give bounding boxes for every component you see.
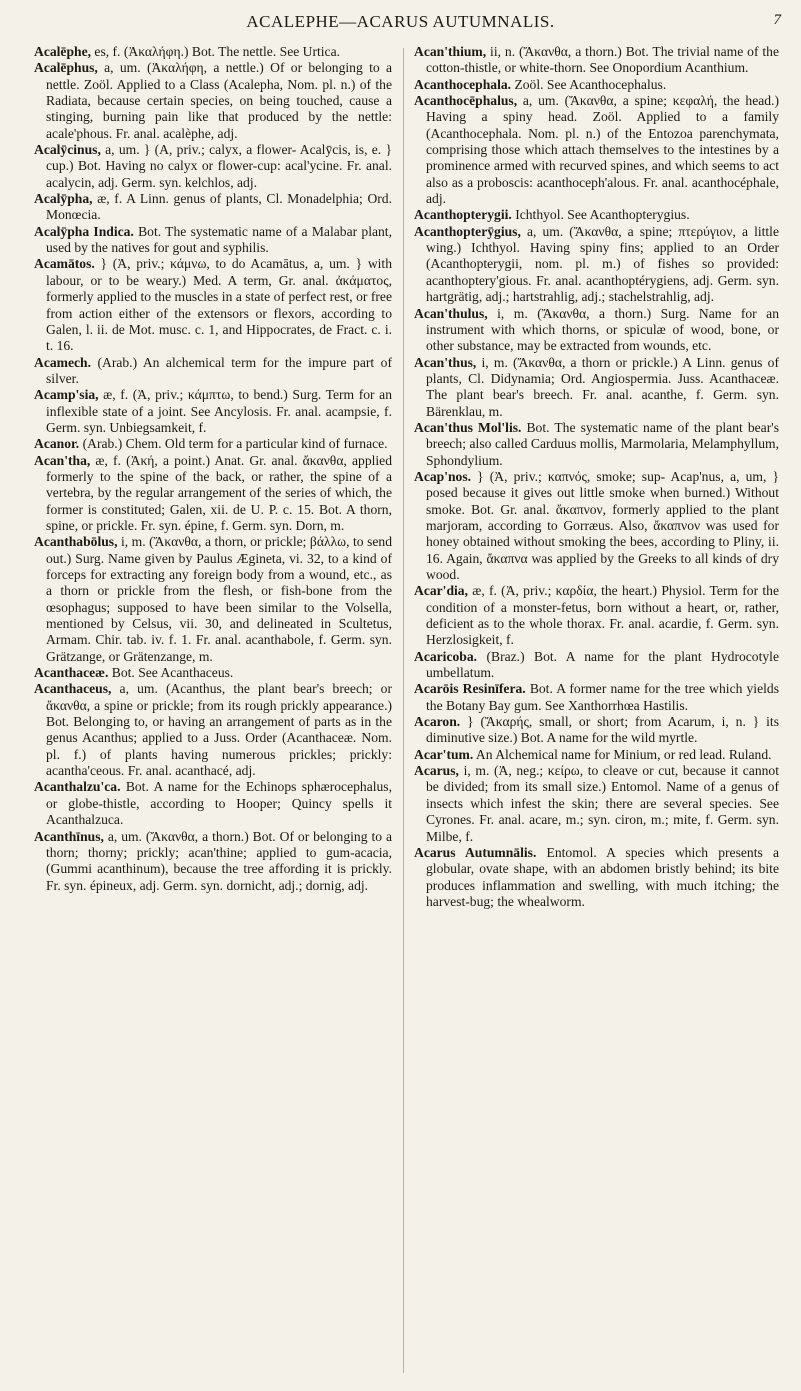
entry-headword: Acalȳpha Indica. <box>34 223 134 239</box>
entry-definition: æ, f. (Ἀ, priv.; καρδία, the heart.) Physiol. Term for the condition of a monster-fetus, born without a heart, or, rather, deficient as to the whole thorax. Fr. anal. acardie, f. Germ. syn. Herzlosigkeit, f. <box>426 583 779 648</box>
entry-definition: (Braz.) Bot. A name for the plant Hydrocotyle umbellatum. <box>426 648 779 681</box>
entry-headword: Acalȳpha, <box>34 191 93 207</box>
dictionary-entry <box>414 763 779 845</box>
entry-headword: Acarōis Resinīfera. <box>414 681 526 697</box>
dictionary-entry <box>34 256 392 354</box>
dictionary-entry <box>34 534 392 665</box>
entry-headword: Acanthalzu'ca. <box>34 779 121 795</box>
entry-definition: } (Ἀ, priv.; κάμνω, to do Acamātus, a, um. } with labour, or to be weary.) Med. A term, Gr. anal. ἀκάματος, formerly applied to the muscles in a state of perfect rest, or free from action either of the extensors or flexors, according to Galen, l. ii. de Mot. musc. c. 1, and Hippocrates, de Fract. c. i. t. 16. <box>46 256 392 354</box>
dictionary-entry <box>34 829 392 894</box>
entry-definition: a, um. (Ἄκανθα, a spine; κεφαλή, the head.) Having a spiny head. Zoöl. Applied to a family (Acanthocephala. Nom. pl. n.) of the Entozoa parenchymata, comprising those which attach themselves to the intestines by a prominence armed with recurved spines, and which seems to act also as a proboscis: acanthoceph'alous. Fr. anal. acanthocéphale, adj. <box>426 93 779 207</box>
entry-definition: ii, n. (Ἄκανθα, a thorn.) Bot. The trivial name of the cotton-thistle, or white-thorn. See Onopordium Acanthium. <box>426 44 779 76</box>
entry-headword: Acan'thulus, <box>414 305 488 321</box>
dictionary-entry <box>34 681 392 779</box>
entry-definition: i, m. (Ἄκανθα, a thorn, or prickle; βάλλω, to send out.) Surg. Name given by Paulus Ægineta, vi. 32, to a kind of forceps for extracting any foreign body from a wound, etc., as a thorn or prickle from the flesh, or fish-bone from the œsophagus; supposed to have been similar to the Volsella, mentioned by Celsus, vii. 30, and delineated in Scultetus, Armam. Chir. tab. iv. f. 1. Fr. anal. acanthabole, f. Germ. syn. Grätzange, or Grätenzange, m. <box>46 534 392 664</box>
entry-definition: a, um. } (A, priv.; calyx, a flower- Acalȳcis, is, e. } cup.) Bot. Having no calyx or flower-cup: acal'ycine. Fr. anal. acalycin, adj. Germ. syn. kelchlos, adj. <box>46 142 392 190</box>
running-head: ACALEPHE—ACARUS AUTUMNALIS. <box>246 12 555 31</box>
entry-definition: } (Ἄκαρής, small, or short; from Acarum, i, n. } its diminutive size.) Bot. A name for the wild myrtle. <box>426 714 779 746</box>
entry-definition: Entomol. A species which presents a globular, ovate shape, with an abdomen bristly behind; its bite produces inflammation and swelling, with much itching; the harvest-bug; the whealworm. <box>426 844 779 909</box>
entry-headword: Acar'dia, <box>414 583 468 599</box>
entry-definition: Bot. A name for the Echinops sphærocephalus, or globe-thistle, according to Hooper; Quincy spells it Acanthalzuca. <box>46 779 392 828</box>
dictionary-entry <box>414 355 779 420</box>
entry-headword: Acamech. <box>34 354 91 370</box>
entry-headword: Acan'thium, <box>414 44 487 59</box>
entry-headword: Acanthocēphalus, <box>414 93 518 109</box>
dictionary-entry <box>34 224 392 257</box>
entry-definition: i, m. (Ἄκανθα, a thorn or prickle.) A Linn. genus of plants, Cl. Didynamia; Ord. Angiospermia. Juss. Acanthaceæ. The plant bear's breech. Fr. anal. acanthe, f. Germ. syn. Bärenklau, m. <box>426 354 779 419</box>
entry-headword: Acarus, <box>414 763 459 779</box>
dictionary-entry <box>34 142 392 191</box>
entry-headword: Acap'nos. <box>414 468 472 484</box>
page-number: 7 <box>773 12 781 28</box>
dictionary-entry <box>414 44 779 77</box>
dictionary-entry <box>414 583 779 648</box>
dictionary-entry <box>414 93 779 207</box>
entry-definition: a, um. (Ἀκαλήφη, a nettle.) Of or belonging to a nettle. Zoöl. Applied to a Class (Acalepha, Nom. pl. n.) of the Radiata, because certain species, on being touched, cause a stinging, burning pain like that produced by the nettle: acale'phous. Fr. anal. acalèphe, adj. <box>46 60 392 141</box>
entry-headword: Acan'thus, <box>414 354 477 370</box>
dictionary-entry <box>414 224 779 306</box>
entry-definition: i, m. (Ἄκανθα, a thorn.) Surg. Name for an instrument with which thorns, or spiculæ of wood, bone, or other substance, may be extracted from wounds, etc. <box>426 305 779 354</box>
entry-definition: a, um. (Ἄκανθα, a thorn.) Bot. Of or belonging to a thorn; thorny; prickly; acan'thine; applied to gum-acacia, (Gummi acanthinum), because the tree affording it is prickly. Fr. syn. épineux, adj. Germ. syn. dornicht, adj.; dornig, adj. <box>46 828 392 893</box>
entry-definition: a, um. (Ἄκανθα, a spine; πτερύγιον, a little wing.) Ichthyol. Having spiny fins; applied to an Order (Acanthopterygii, nom. pl. m.) of fishes so provided: acanthoptery'gious. Fr. anal. acanthoptérygiens, adj. Germ. syn. hartgrätig, adj.; hartstrahlig, adj.; stachelstrahlig, adj. <box>426 223 779 305</box>
dictionary-entry <box>414 469 779 583</box>
entry-headword: Acanthaceæ. <box>34 665 109 681</box>
entry-definition: Bot. The systematic name of a Malabar plant, used by the natives for gout and syphilis. <box>46 223 392 256</box>
entry-headword: Acanthopterygii. <box>414 207 512 223</box>
entry-definition: Ichthyol. See Acanthopterygius. <box>511 207 690 223</box>
page-header <box>0 0 801 40</box>
entry-definition: es, f. (Ἀκαλήφη.) Bot. The nettle. See Urtica. <box>91 44 341 59</box>
entry-definition: An Alchemical name for Minium, or red lead. Ruland. <box>473 746 772 762</box>
entry-definition: Bot. The systematic name of the plant bear's breech; also called Carduus mollis, Marmolaria, Melamphyllum, Sphondylium. <box>426 419 779 468</box>
entry-headword: Acanthopterȳgius, <box>414 223 521 239</box>
entry-headword: Acanthabōlus, <box>34 534 118 550</box>
dictionary-entry <box>414 681 779 714</box>
entry-headword: Acamp'sia, <box>34 387 99 403</box>
entry-headword: Acanor. <box>34 436 80 452</box>
entry-definition: i, m. (Ἀ, neg.; κείρω, to cleave or cut, because it cannot be divided; from its small size.) Entomol. Name of a genus of insects which infest the skin; there are several species. See Cyrones. Fr. anal. acare, m.; syn. ciron, m.; mite, f. Germ. syn. Milbe, f. <box>426 763 779 844</box>
dictionary-entry <box>414 649 779 682</box>
dictionary-entry <box>34 453 392 535</box>
entry-headword: Acaron. <box>414 714 461 730</box>
right-column <box>414 44 779 1379</box>
entry-definition: } (Ἀ, priv.; καπνός, smoke; sup- Acap'nus, a, um, } posed because it gives out little smoke when burned.) Without smoke. Bot. Gr. anal. ἄκαπνον, formerly applied to the plant marjoram, according to Gorræus. Also, ἄκαπνον was used for honey obtained without smoking the bees, according to Pliny, ii. 16. Again, ἄκαπνα was applied by the Greeks to all kinds of dry wood. <box>426 468 779 582</box>
entry-headword: Acanthaceus, <box>34 681 112 697</box>
entry-definition: Zoöl. See Acanthocephalus. <box>511 76 667 92</box>
entry-headword: Acar'tum. <box>414 746 474 762</box>
dictionary-entry <box>414 845 779 910</box>
entry-definition: æ, f. (Ἀκή, a point.) Anat. Gr. anal. ἄκανθα, applied formerly to the spine of the back, or rather, the spine of a vertebra, by the regular arrangement of the series of which, the former is constituted; Galen, xii. de U. P. c. 15. Bot. A thorn, spine, or prickle. Fr. syn. épine, f. Germ. syn. Dorn, m. <box>46 452 392 533</box>
dictionary-entry <box>414 420 779 469</box>
entry-headword: Acan'tha, <box>34 452 91 468</box>
entry-definition: (Arab.) An alchemical term for the impure part of silver. <box>46 354 392 386</box>
dictionary-entry <box>34 355 392 388</box>
dictionary-entry <box>34 665 392 681</box>
entry-definition: a, um. (Acanthus, the plant bear's breech; or ἄκανθα, a spine or prickle; from its rough prickly appearance.) Bot. Belonging to, or having an arrangement of parts as in the genus Acanthus; applied to a Juss. Order (Acanthaceæ. Nom. pl. f.) of plants having numerous prickles; prickly: acantha'ceous. Fr. anal. acanthacé, adj. <box>46 681 392 779</box>
entry-definition: Bot. A former name for the tree which yields the Botany Bay gum. See Xanthorrhœa Hastilis. <box>426 681 779 713</box>
entry-headword: Acalēphe, <box>34 44 92 59</box>
dictionary-entry <box>414 714 779 747</box>
entry-definition: (Arab.) Chem. Old term for a particular kind of furnace. <box>79 436 388 452</box>
dictionary-entry <box>414 747 779 763</box>
dictionary-entry <box>414 77 779 93</box>
dictionary-entry <box>34 387 392 436</box>
entry-headword: Acanthocephala. <box>414 76 512 92</box>
dictionary-entry <box>34 191 392 224</box>
dictionary-entry <box>34 60 392 142</box>
entry-headword: Acanthīnus, <box>34 828 104 844</box>
left-column <box>34 44 392 1379</box>
dictionary-entry <box>414 207 779 223</box>
entry-definition: æ, f. (Ἀ, priv.; κάμπτω, to bend.) Surg. Term for an inflexible state of a joint. See Ancylosis. Fr. anal. acampsie, f. Germ. syn. Unbiegsamkeit, f. <box>46 387 392 435</box>
dictionary-entry <box>34 779 392 828</box>
dictionary-entry <box>414 306 779 355</box>
entry-headword: Acalȳcinus, <box>34 142 101 158</box>
dictionary-entry <box>34 44 392 60</box>
entry-headword: Acaricoba. <box>414 648 478 664</box>
entry-headword: Acamātos. <box>34 256 95 272</box>
column-divider <box>403 48 404 1373</box>
entry-headword: Acan'thus Mol'lis. <box>414 419 522 435</box>
entry-definition: æ, f. A Linn. genus of plants, Cl. Monadelphia; Ord. Monœcia. <box>46 191 392 223</box>
dictionary-entry <box>34 436 392 452</box>
entry-headword: Acalēphus, <box>34 60 98 76</box>
entry-definition: Bot. See Acanthaceus. <box>108 665 234 681</box>
entry-headword: Acarus Autumnālis. <box>414 844 537 860</box>
